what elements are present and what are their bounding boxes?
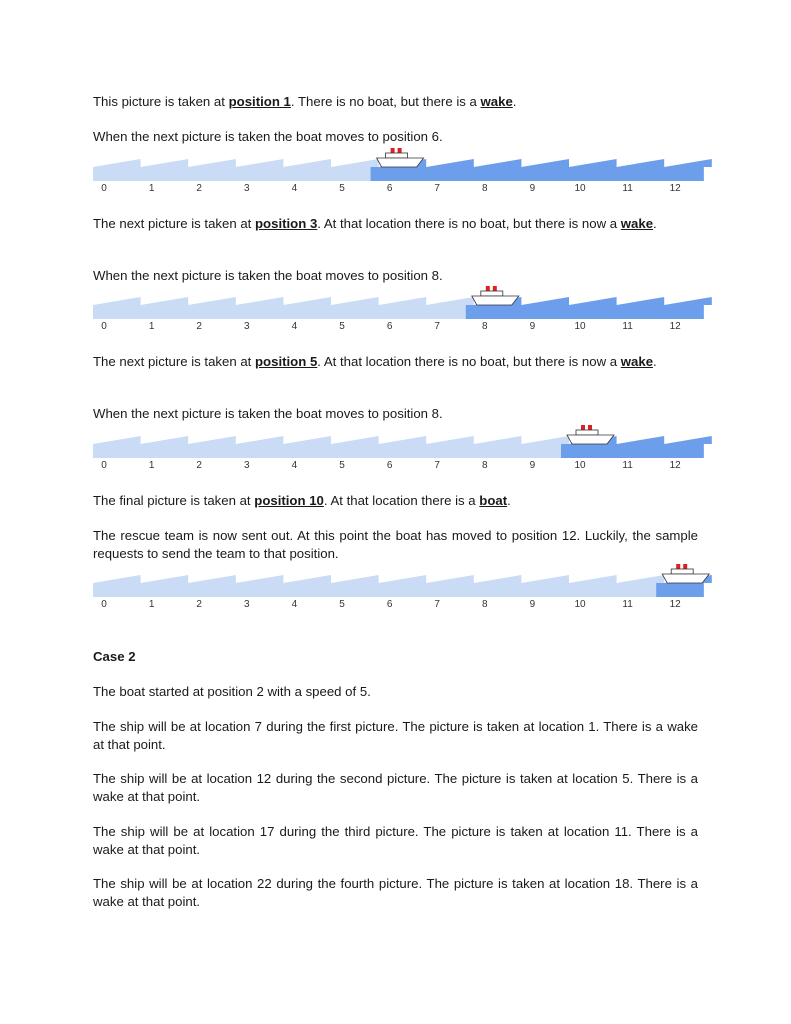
- wave: [188, 297, 236, 305]
- wave: [521, 436, 569, 444]
- position-tick-label: 1: [148, 460, 155, 471]
- text: . At that location there is no boat, but there is now a: [317, 354, 621, 369]
- case2-paragraph-5: The ship will be at location 22 during the fourth picture. The picture is taken at location 18. There is a wake at that point.: [93, 876, 698, 909]
- position-tick-label: 2: [196, 599, 202, 610]
- wave: [283, 436, 331, 444]
- wake-strip-drawing: [93, 288, 700, 320]
- wave: [141, 436, 189, 444]
- wave: [93, 297, 141, 305]
- chimney: [588, 425, 592, 430]
- position-tick-label: 8: [482, 460, 488, 471]
- position-tick-label: 11: [622, 599, 633, 610]
- boat-hull: [662, 574, 709, 583]
- wave: [379, 297, 427, 305]
- wake-strip-drawing: [93, 150, 700, 182]
- case2-paragraph-4: The ship will be at location 17 during the third picture. The picture is taken at location 11. There is a wake at that point.: [93, 824, 698, 857]
- position-tick-label: 4: [291, 460, 298, 471]
- position-tick-label: 4: [291, 183, 298, 194]
- wave: [93, 436, 141, 444]
- emphasis-position: position 1: [228, 94, 291, 109]
- wave: [283, 297, 331, 305]
- position-tick-label: 3: [244, 460, 250, 471]
- wave: [331, 436, 379, 444]
- wake-strip-drawing: [93, 427, 700, 459]
- case1-paragraph-6: When the next picture is taken the boat moves to position 8.: [93, 406, 443, 421]
- wave: [93, 159, 141, 167]
- emphasis-wake: wake: [620, 216, 654, 231]
- wave: [188, 436, 236, 444]
- text: This picture is taken at: [93, 94, 229, 109]
- wave: [236, 297, 284, 305]
- wake-strip-drawing: [93, 566, 700, 598]
- position-tick-label: 10: [574, 599, 586, 610]
- position-tick-label: 5: [339, 183, 345, 194]
- wake-region: [466, 305, 704, 319]
- position-tick-label: 1: [148, 599, 155, 610]
- chimney: [493, 286, 497, 291]
- position-tick-label: 9: [529, 599, 536, 610]
- wave: [331, 159, 379, 167]
- position-tick-label: 6: [386, 183, 393, 194]
- position-tick-label: 3: [244, 321, 250, 332]
- case1-paragraph-1: [93, 93, 698, 111]
- text: . There is no boat, but there is a: [290, 94, 481, 109]
- position-tick-label: 1: [148, 183, 155, 194]
- text: The next picture is taken at: [93, 354, 255, 369]
- position-tick-label: 2: [196, 321, 202, 332]
- wave: [569, 159, 617, 167]
- water-band: [93, 583, 704, 597]
- position-tick-label: 10: [574, 183, 586, 194]
- text: . At that location there is no boat, but there is now a: [317, 216, 621, 231]
- position-tick-label: 1: [148, 321, 155, 332]
- wave: [188, 575, 236, 583]
- position-tick-label: 8: [482, 599, 488, 610]
- wave: [426, 297, 474, 305]
- wave: [188, 159, 236, 167]
- wave: [283, 159, 331, 167]
- wake-strip-3: [93, 427, 700, 477]
- wave: [426, 575, 474, 583]
- wave: [141, 575, 189, 583]
- wave: [236, 159, 284, 167]
- wave: [617, 575, 665, 583]
- text: .: [512, 94, 517, 109]
- position-tick-label: 11: [622, 321, 633, 332]
- position-tick-label: 2: [196, 183, 202, 194]
- emphasis-position: position 10: [254, 493, 324, 508]
- position-tick-label: 6: [386, 460, 393, 471]
- case2-paragraph-1: The boat started at position 2 with a speed of 5.: [93, 684, 371, 699]
- wave: [474, 159, 522, 167]
- emphasis-wake: wake: [620, 354, 654, 369]
- wave: [521, 297, 569, 305]
- wave: [521, 159, 569, 167]
- chimney: [676, 564, 680, 569]
- wave: [426, 436, 474, 444]
- position-tick-label: 9: [529, 460, 536, 471]
- chimney: [581, 425, 585, 430]
- wave: [331, 297, 379, 305]
- wave: [569, 575, 617, 583]
- position-tick-label: 0: [101, 183, 107, 194]
- position-tick-label: 5: [339, 599, 345, 610]
- wave: [569, 297, 617, 305]
- position-tick-label: 7: [434, 599, 440, 610]
- wave: [379, 436, 427, 444]
- case1-paragraph-2: When the next picture is taken the boat moves to position 6.: [93, 129, 443, 144]
- position-tick-label: 2: [196, 460, 202, 471]
- position-tick-label: 6: [386, 599, 393, 610]
- case1-paragraph-7: [93, 492, 698, 510]
- position-tick-label: 11: [622, 460, 633, 471]
- wave: [474, 575, 522, 583]
- text: The final picture is taken at: [93, 493, 255, 508]
- boat-hull: [472, 296, 519, 305]
- boat-hull: [567, 435, 614, 444]
- boat-icon: [472, 286, 519, 305]
- position-tick-label: 6: [386, 321, 393, 332]
- case2-paragraph-2: The ship will be at location 7 during the first picture. The picture is taken at location 1. There is a wake at that point.: [93, 719, 698, 752]
- position-tick-label: 0: [101, 599, 107, 610]
- wake-region: [371, 167, 704, 181]
- chimney: [398, 148, 402, 153]
- wave: [141, 159, 189, 167]
- wake-region: [656, 583, 704, 597]
- position-tick-label: 10: [574, 321, 586, 332]
- position-tick-label: 12: [669, 321, 681, 332]
- boat-hull: [377, 158, 424, 167]
- position-tick-label: 12: [669, 599, 681, 610]
- position-tick-label: 0: [101, 460, 107, 471]
- emphasis-position: position 5: [255, 354, 318, 369]
- text: .: [507, 493, 511, 508]
- wave: [664, 436, 712, 444]
- wave: [141, 297, 189, 305]
- case1-paragraph-8: The rescue team is now sent out. At this point the boat has moved to position 12. Luckily, the sample requests to send the team to that position.: [93, 528, 698, 561]
- position-tick-label: 7: [434, 321, 440, 332]
- case1-paragraph-3: [93, 215, 698, 233]
- position-tick-label: 9: [529, 183, 536, 194]
- wave: [617, 436, 665, 444]
- wave: [426, 159, 474, 167]
- position-tick-label: 5: [339, 460, 345, 471]
- position-tick-label: 11: [622, 183, 633, 194]
- wake-strip-1: [93, 150, 700, 200]
- text: .: [653, 354, 657, 369]
- position-tick-label: 8: [482, 183, 488, 194]
- emphasis-wake: wake: [480, 94, 513, 109]
- position-tick-label: 12: [669, 183, 681, 194]
- position-tick-label: 3: [244, 599, 250, 610]
- wake-strip-4: [93, 566, 700, 616]
- text: The next picture is taken at: [93, 216, 255, 231]
- case2-paragraph-3: The ship will be at location 12 during the second picture. The picture is taken at location 5. There is a wake at that point.: [93, 771, 698, 804]
- position-tick-label: 9: [529, 321, 536, 332]
- position-tick-label: 8: [482, 321, 488, 332]
- wake-strip-2: [93, 288, 700, 338]
- wave: [283, 575, 331, 583]
- wave: [474, 436, 522, 444]
- boat-cabin: [576, 430, 598, 435]
- position-tick-label: 7: [434, 183, 440, 194]
- boat-cabin: [386, 153, 408, 158]
- position-tick-label: 10: [574, 460, 586, 471]
- position-tick-label: 5: [339, 321, 345, 332]
- position-tick-label: 3: [244, 183, 250, 194]
- position-tick-label: 0: [101, 321, 107, 332]
- boat-icon: [662, 564, 709, 583]
- position-tick-label: 12: [669, 460, 681, 471]
- boat-icon: [567, 425, 614, 444]
- chimney: [391, 148, 395, 153]
- wave: [617, 159, 665, 167]
- position-tick-label: 4: [291, 321, 298, 332]
- wave: [664, 297, 712, 305]
- wave: [331, 575, 379, 583]
- text: .: [653, 216, 657, 231]
- wave: [236, 436, 284, 444]
- boat-icon: [377, 148, 424, 167]
- position-tick-label: 7: [434, 460, 440, 471]
- emphasis-boat: boat: [479, 493, 508, 508]
- wave: [379, 575, 427, 583]
- wave: [93, 575, 141, 583]
- case1-paragraph-5: [93, 353, 698, 371]
- wave: [521, 575, 569, 583]
- chimney: [683, 564, 687, 569]
- case1-paragraph-4: When the next picture is taken the boat moves to position 8.: [93, 268, 443, 283]
- wave: [664, 159, 712, 167]
- position-tick-label: 4: [291, 599, 298, 610]
- case2-heading: Case 2: [93, 649, 136, 664]
- emphasis-position: position 3: [255, 216, 318, 231]
- text: . At that location there is a: [323, 493, 480, 508]
- wave: [617, 297, 665, 305]
- boat-cabin: [671, 569, 693, 574]
- wake-region: [561, 444, 704, 458]
- chimney: [486, 286, 490, 291]
- boat-cabin: [481, 291, 503, 296]
- wave: [236, 575, 284, 583]
